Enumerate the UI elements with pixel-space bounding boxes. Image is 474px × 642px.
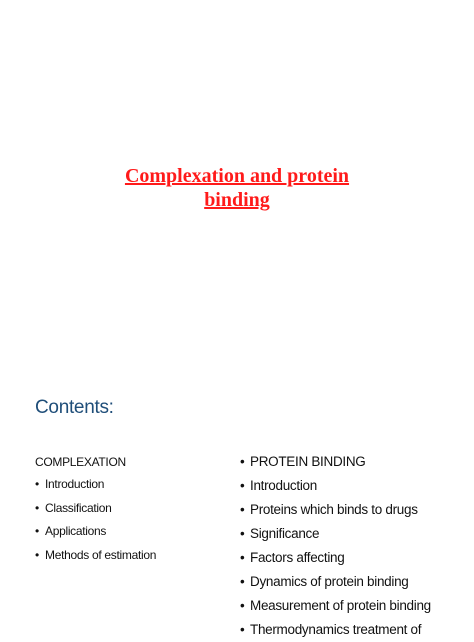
list-item: • Introduction [240, 474, 431, 498]
slide-title-line-2: binding [204, 189, 270, 211]
complexation-column [35, 451, 156, 567]
list-item: • Measurement of protein binding [240, 594, 431, 618]
contents-slide [0, 370, 474, 637]
protein-binding-list [240, 450, 431, 642]
bullet-icon: • [240, 574, 245, 589]
slide-title [0, 164, 474, 212]
bullet-icon: • [240, 478, 245, 493]
bullet-icon: • [240, 550, 245, 565]
complexation-list [35, 473, 156, 567]
list-item: • Methods of estimation [35, 544, 156, 568]
bullet-icon: • [35, 477, 39, 491]
list-item: • Proteins which binds to drugs [240, 498, 431, 522]
bullet-icon: • [35, 547, 39, 562]
bullet-icon: • [240, 526, 245, 541]
protein-binding-column [240, 450, 431, 642]
bullet-icon: • [35, 524, 39, 538]
bullet-icon: • [240, 454, 245, 469]
bullet-icon: • [240, 502, 245, 517]
complexation-heading: COMPLEXATION [35, 455, 126, 469]
list-item: • Introduction [35, 473, 156, 497]
bullet-icon: • [240, 598, 245, 613]
bullet-icon: • [240, 622, 245, 637]
list-item: • Applications [35, 520, 156, 544]
list-item: • Dynamics of protein binding [240, 570, 431, 594]
list-item: • Significance [240, 522, 431, 546]
contents-heading: Contents: [35, 397, 114, 418]
list-item: • Factors affecting [240, 546, 431, 570]
list-item: • Classification [35, 497, 156, 521]
list-item: • Thermodynamics treatment of [240, 618, 431, 642]
bullet-icon: • [35, 500, 39, 515]
list-item: • PROTEIN BINDING [240, 450, 431, 474]
slide-title-line-1: Complexation and protein [124, 165, 350, 187]
